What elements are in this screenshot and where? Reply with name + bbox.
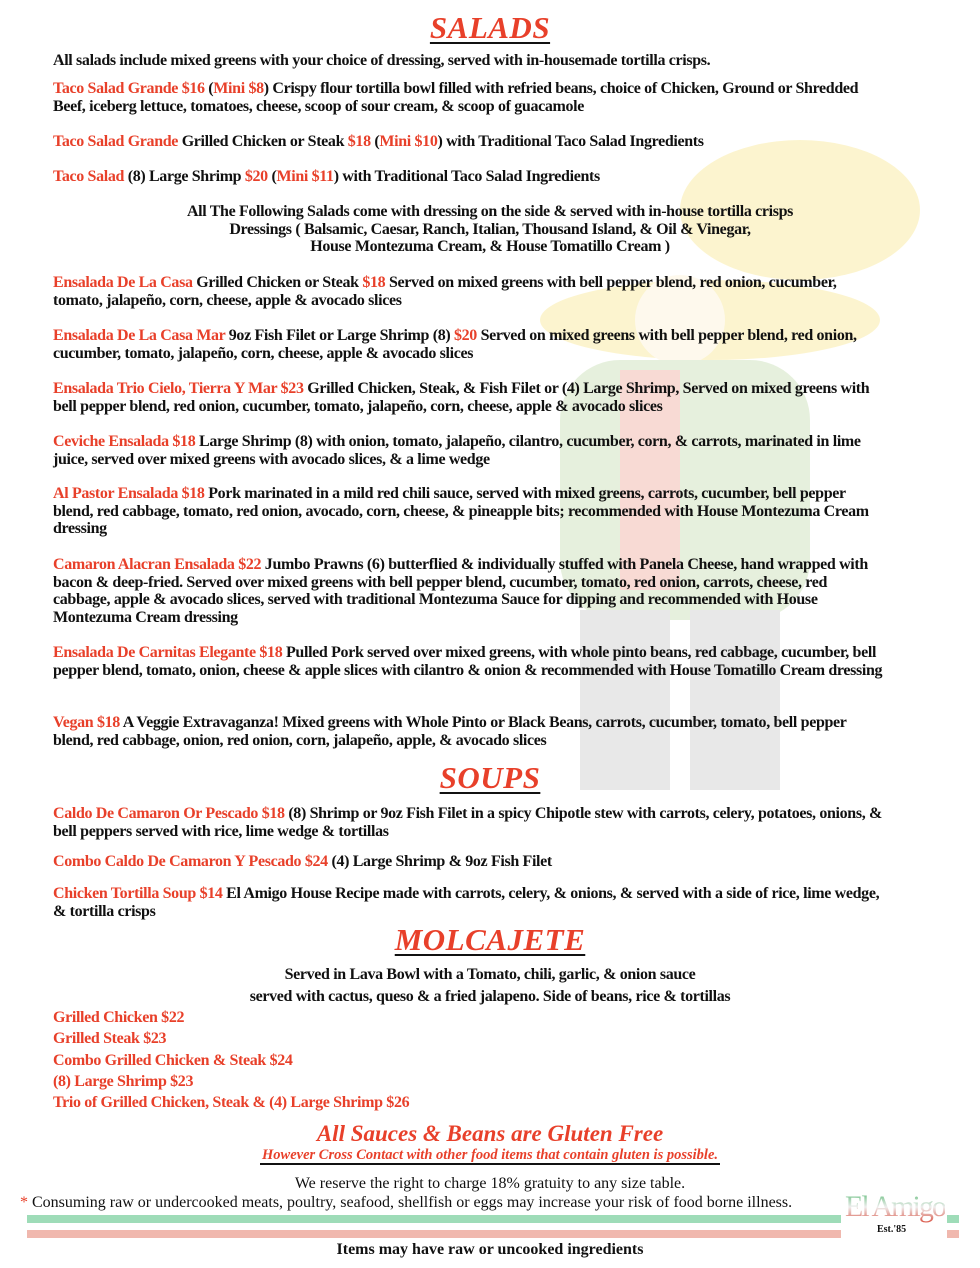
item-description: ( bbox=[370, 133, 380, 150]
consuming-text: Consuming raw or undercooked meats, poultry, seafood, shellfish or eggs may increase your risk of food borne illness. bbox=[32, 1194, 793, 1211]
item-description: Served on mixed greens with bell pepper blend, red onion, cucumber, tomato, jalapeño, corn, cheese, apple & avocado slices bbox=[53, 327, 857, 362]
item-name-price: Ensalada De La Casa bbox=[53, 274, 193, 291]
menu-item bbox=[53, 485, 883, 538]
item-name-price: Al Pastor Ensalada $18 bbox=[53, 485, 205, 502]
item-description: (8) Shrimp or 9oz Fish Filet in a spicy Chipotle stew with carrots, celery, potatoes, onions, & bell peppers served with rice, lime wedge & tortillas bbox=[53, 805, 882, 840]
item-name-price: Vegan $18 bbox=[53, 714, 120, 731]
green-stripe bbox=[27, 1215, 841, 1223]
soups-title: SOUPS bbox=[439, 760, 541, 795]
menu-item bbox=[53, 853, 883, 871]
item-description: Large Shrimp (8) with onion, tomato, jalapeño, cilantro, cucumber, corn, & carrots, marinated in lime juice, served over mixed greens with avocado slices, & a lime wedge bbox=[53, 433, 861, 468]
item-name-price: $20 bbox=[244, 168, 268, 185]
molcajete-desc-line: served with cactus, queso & a fried jalapeno. Side of beans, rice & tortillas bbox=[249, 987, 731, 1005]
item-description: (8) Large Shrimp bbox=[124, 168, 245, 185]
item-name-price: $18 bbox=[347, 133, 371, 150]
item-description: Grilled Chicken or Steak bbox=[178, 133, 348, 150]
item-name-price: Chicken Tortilla Soup $14 bbox=[53, 885, 223, 902]
item-name-price: $18 bbox=[362, 274, 386, 291]
gluten-note bbox=[0, 1147, 980, 1164]
item-description: Served on mixed greens with bell pepper blend, red onion, cucumber, tomato, jalapeño, corn, cheese, apple & avocado slices bbox=[53, 274, 837, 309]
molcajete-option: Grilled Steak $23 bbox=[53, 1030, 167, 1048]
item-name-price: Caldo De Camaron Or Pescado $18 bbox=[53, 805, 285, 822]
item-description: Pulled Pork served over mixed greens, with whole pinto beans, red cabbage, cucumber, bell pepper blend, tomato, onion, cheese & apple slices with cilantro & onion & recommended with House Tomatillo Cream dressing bbox=[53, 644, 883, 679]
molcajete-option: Grilled Chicken $22 bbox=[53, 1009, 185, 1026]
item-description: A Veggie Extravaganza! Mixed greens with Whole Pinto or Black Beans, carrots, cucumber, tomato, bell pepper blend, red cabbage, onion, red onion, corn, jalapeño, apple, & avocado slices bbox=[53, 714, 847, 749]
salads-intro: All salads include mixed greens with your choice of dressing, served with in-housemade tortilla crisps. bbox=[53, 52, 711, 69]
item-description: Pork marinated in a mild red chili sauce, served with mixed greens, carrots, cucumber, bell pepper blend, red cabbage, tomato, red onion, avocado, corn, cheese, & pineapple bits; recommended with House Montezuma Cream dressing bbox=[53, 485, 869, 538]
item-name-price: Taco Salad Grande $16 bbox=[53, 80, 205, 97]
item-description: ( bbox=[267, 168, 277, 185]
molcajete-desc-line: Served in Lava Bowl with a Tomato, chili, garlic, & onion sauce bbox=[284, 966, 696, 983]
item-description: Jumbo Prawns (6) butterflied & individually stuffed with Panela Cheese, hand wrapped with bacon & deep-fried. Served over mixed greens with bell pepper blend, cucumber, tomato, red onion, carrots, cheese, red cabbage, apple & avocado slices, served with traditional Montezuma Sauce for dipping and recommended with House Montezuma Cream dressing bbox=[53, 556, 868, 626]
menu-item bbox=[53, 805, 883, 840]
logo-est: Est.'85 bbox=[877, 1224, 907, 1235]
dressing-note bbox=[0, 203, 980, 256]
consuming-warning bbox=[20, 1194, 840, 1212]
gluten-note-text: However Cross Contact with other food items that contain gluten is possible. bbox=[262, 1147, 718, 1163]
dressing-note-line: All The Following Salads come with dressing on the side & served with in-house tortilla crisps bbox=[186, 203, 794, 220]
item-name-price: Taco Salad bbox=[53, 168, 125, 185]
logo-text: El Amigo bbox=[845, 1190, 945, 1223]
menu-item bbox=[53, 274, 883, 309]
raw-ingredients-note: Items may have raw or uncooked ingredients bbox=[336, 1241, 644, 1258]
molcajete-description bbox=[0, 964, 980, 1007]
item-description: Grilled Chicken or Steak bbox=[192, 274, 363, 291]
menu-item bbox=[53, 133, 883, 151]
menu-item bbox=[53, 885, 883, 920]
menu-item bbox=[53, 433, 883, 468]
dressing-note-line: Dressings ( Balsamic, Caesar, Ranch, Italian, Thousand Island, & Oil & Vinegar, bbox=[229, 220, 751, 238]
molcajete-title: MOLCAJETE bbox=[394, 922, 586, 957]
red-stripe bbox=[27, 1230, 841, 1238]
item-name-price: Taco Salad Grande bbox=[53, 133, 179, 150]
menu-item bbox=[53, 168, 883, 186]
item-description: ) Crispy flour tortilla bowl filled with refried beans, choice of Chicken, Ground or Shredded Beef, iceberg lettuce, tomatoes, cheese, scoop of sour cream, & scoop of guacamole bbox=[53, 80, 859, 115]
green-stripe bbox=[947, 1215, 959, 1223]
asterisk: * bbox=[20, 1194, 28, 1211]
item-name-price: Ensalada De La Casa Mar bbox=[53, 327, 226, 344]
gluten-free-heading: All Sauces & Beans are Gluten Free bbox=[316, 1121, 664, 1146]
item-name-price: Ensalada Trio Cielo, Tierra Y Mar $23 bbox=[53, 380, 304, 397]
dressing-note-line: House Montezuma Cream, & House Tomatillo Cream ) bbox=[310, 238, 670, 256]
item-description: ( bbox=[204, 80, 214, 97]
item-description: (4) Large Shrimp & 9oz Fish Filet bbox=[327, 853, 552, 870]
item-description: ) with Traditional Taco Salad Ingredients bbox=[437, 133, 704, 150]
item-description: ) with Traditional Taco Salad Ingredients bbox=[333, 168, 600, 185]
item-name-price: Ceviche Ensalada $18 bbox=[53, 433, 196, 450]
molcajete-options bbox=[53, 1007, 883, 1113]
menu-item bbox=[53, 556, 883, 626]
molcajete-option: (8) Large Shrimp $23 bbox=[53, 1072, 194, 1090]
item-description: El Amigo House Recipe made with carrots, celery, & onions, & served with a side of rice, lime wedge, & tortilla crisps bbox=[53, 885, 880, 920]
molcajete-option: Trio of Grilled Chicken, Steak & (4) Large Shrimp $26 bbox=[53, 1094, 410, 1112]
item-name-price: Mini $11 bbox=[276, 168, 334, 185]
item-name-price: Ensalada De Carnitas Elegante $18 bbox=[53, 644, 283, 661]
item-name-price: Camaron Alacran Ensalada $22 bbox=[53, 556, 262, 573]
item-name-price: Mini $8 bbox=[213, 80, 264, 97]
item-description: Grilled Chicken, Steak, & Fish Filet or (4) Large Shrimp, Served on mixed greens with bell pepper blend, red onion, cucumber, tomato, jalapeño, corn, cheese, apple & avocado slices bbox=[53, 380, 870, 415]
gratuity-note: We reserve the right to charge 18% gratuity to any size table. bbox=[294, 1175, 686, 1192]
item-name-price: $20 bbox=[453, 327, 477, 344]
red-stripe bbox=[947, 1230, 959, 1238]
menu-item bbox=[53, 714, 883, 749]
molcajete-option: Combo Grilled Chicken & Steak $24 bbox=[53, 1051, 293, 1069]
menu-item bbox=[53, 327, 883, 362]
menu-item bbox=[53, 380, 883, 415]
menu-item bbox=[53, 80, 883, 115]
menu-item bbox=[53, 644, 883, 679]
item-name-price: Mini $10 bbox=[379, 133, 438, 150]
item-name-price: Combo Caldo De Camaron Y Pescado $24 bbox=[53, 853, 328, 870]
item-description: 9oz Fish Filet or Large Shrimp (8) bbox=[225, 327, 454, 344]
salads-title: SALADS bbox=[429, 10, 551, 45]
